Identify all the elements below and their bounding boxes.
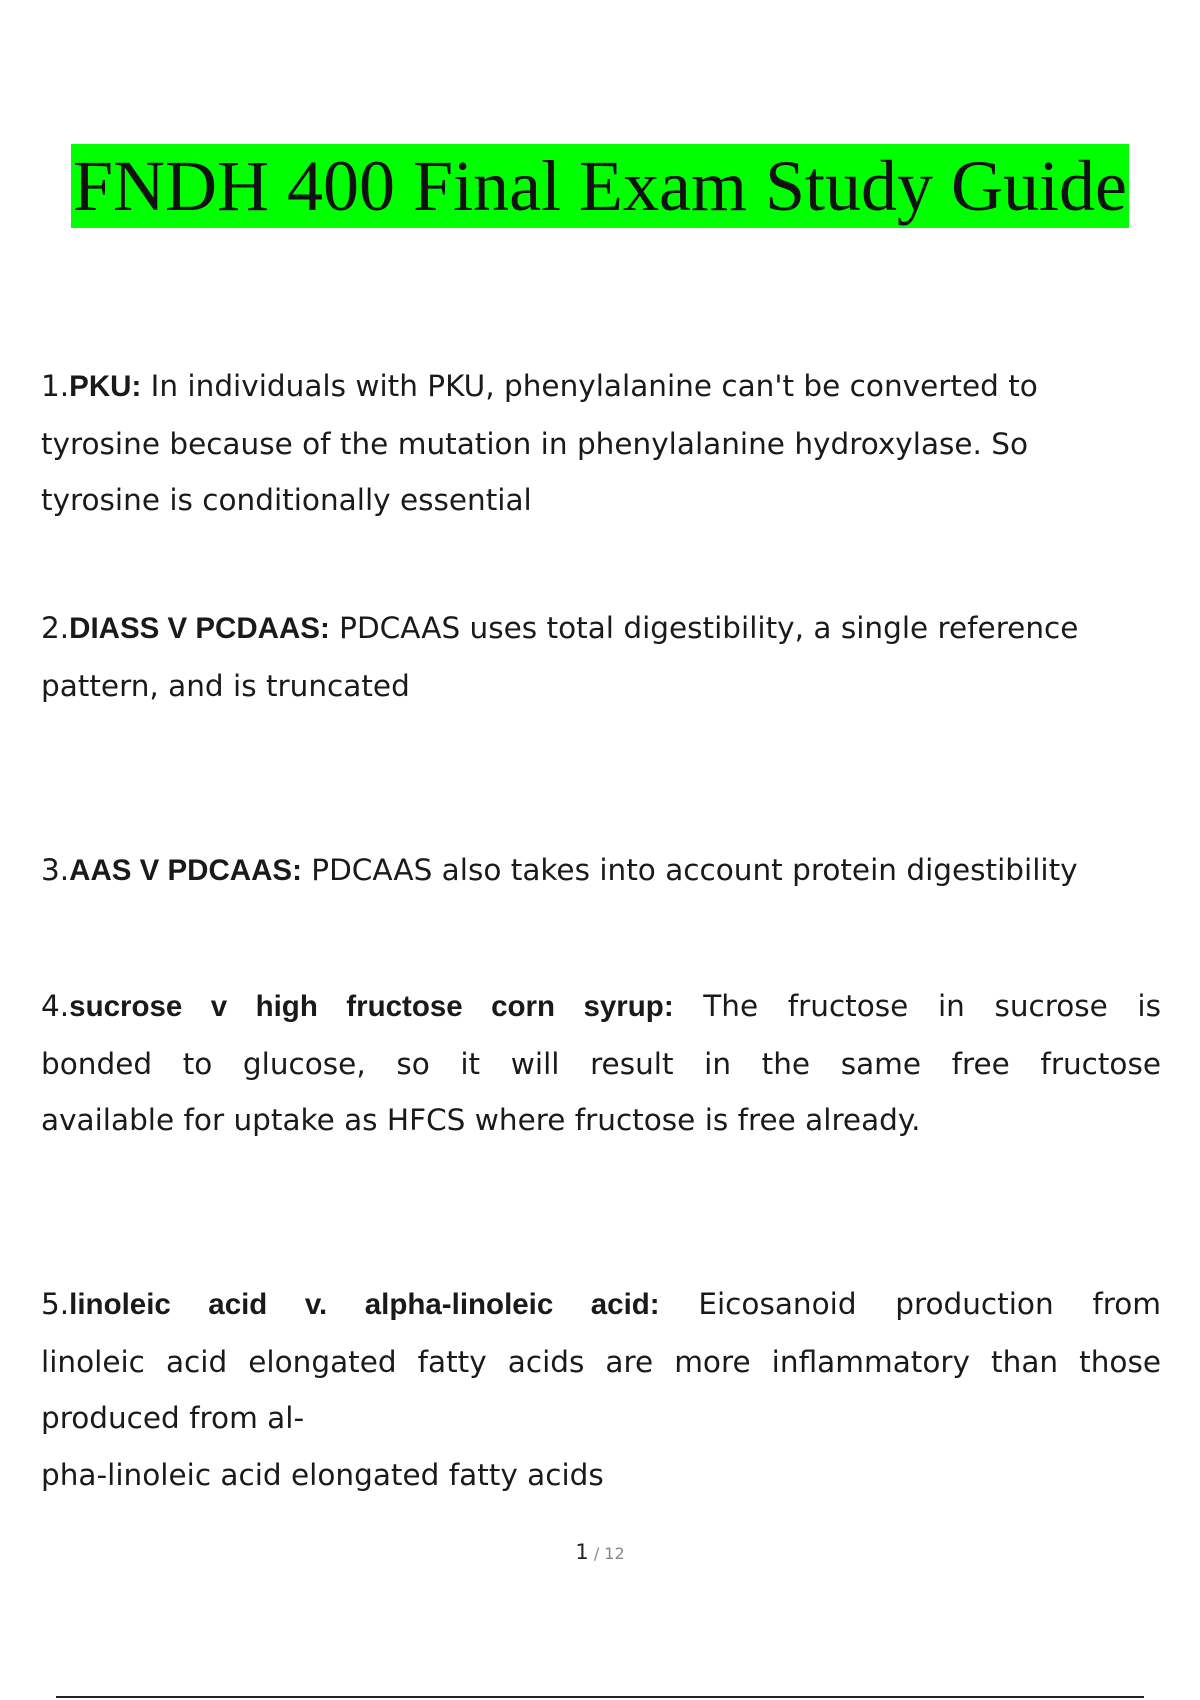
study-item-4 <box>41 978 1161 1149</box>
item-text: produced from al- <box>41 1401 305 1435</box>
item-text: tyrosine because of the mutation in phenylalanine hydroxylase. So <box>41 426 1029 461</box>
item-text: pha-linoleic acid elongated fatty acids <box>41 1457 604 1492</box>
item-text: pattern, and is truncated <box>41 668 410 703</box>
item-term: sucrose v high fructose corn syrup: <box>69 990 674 1023</box>
item-text: PDCAAS uses total digestibility, a single reference <box>339 611 1079 645</box>
item-number: 5. <box>41 1287 70 1321</box>
page-divider <box>56 1696 1144 1698</box>
item-number: 3. <box>41 853 70 887</box>
item-term: linoleic acid v. alpha-linoleic acid: <box>69 1288 660 1321</box>
item-term: PKU: <box>69 370 142 403</box>
item-text: tyrosine is conditionally essential <box>41 483 532 517</box>
study-item-5 <box>41 1276 1161 1503</box>
study-item-2 <box>41 600 1161 714</box>
item-number: 1. <box>41 369 70 403</box>
item-text: The fructose in sucrose is <box>703 989 1161 1023</box>
item-number: 2. <box>41 611 70 645</box>
item-text: PDCAAS also takes into account protein digestibility <box>311 853 1078 887</box>
study-item-1 <box>41 358 1161 529</box>
page-number-current: 1 <box>575 1540 589 1564</box>
study-item-line <box>41 358 1161 416</box>
document-title: FNDH 400 Final Exam Study Guide <box>73 146 1127 226</box>
page-number-total: / 12 <box>593 1544 625 1563</box>
item-text: available for uptake as HFCS where fructose is free already. <box>41 1103 921 1137</box>
study-item-line <box>41 1276 1161 1334</box>
item-term: AAS V PDCAAS: <box>69 854 302 887</box>
study-item-line <box>41 978 1161 1036</box>
page-number <box>0 1540 1200 1564</box>
item-text: linoleic acid elongated fatty acids are more inflammatory than those <box>41 1344 1161 1379</box>
study-item-line <box>41 842 1161 900</box>
item-text: Eicosanoid production from <box>698 1287 1161 1321</box>
item-number: 4. <box>41 989 70 1023</box>
item-text: bonded to glucose, so it will result in the same free fructose <box>41 1046 1161 1081</box>
item-text: In individuals with PKU, phenylalanine can't be converted to <box>150 369 1038 403</box>
title-container <box>0 144 1200 228</box>
study-item-line <box>41 600 1161 658</box>
study-item-3 <box>41 842 1161 900</box>
item-term: DIASS V PCDAAS: <box>69 612 330 645</box>
